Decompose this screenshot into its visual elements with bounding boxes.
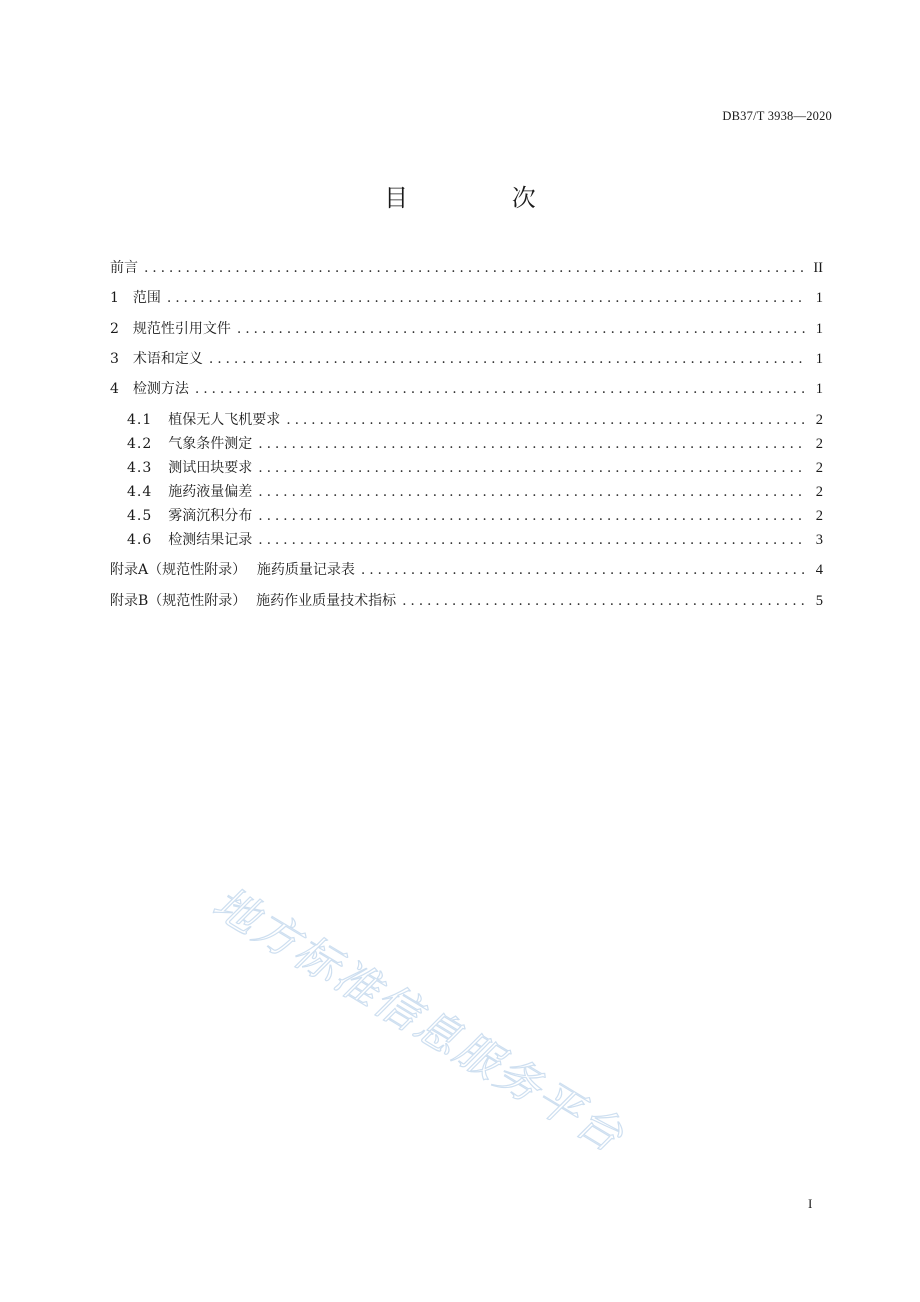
toc-entry-number: 4.3 — [127, 460, 153, 476]
toc-entry-appendix-title: 施药质量记录表 — [256, 562, 355, 578]
toc-entry-number: 4.5 — [127, 508, 153, 524]
toc-entry-number: 2 — [110, 321, 119, 337]
toc-entry-label: 术语和定义 — [132, 351, 203, 367]
toc-entry-page: 2 — [815, 412, 823, 428]
toc-entry-page: 2 — [815, 460, 823, 476]
toc-entry-page: 2 — [815, 508, 823, 524]
toc-entry-label: 附录B（规范性附录） — [110, 593, 247, 609]
toc-entry-label: 前言 — [110, 260, 138, 276]
standard-code: DB37/T 3938—2020 — [722, 109, 832, 123]
toc-entry-page: 1 — [815, 321, 823, 337]
toc-entry-appendix-title: 施药作业质量技术指标 — [256, 593, 397, 609]
toc-entry-label: 范围 — [132, 290, 161, 306]
toc-entry-label: 测试田块要求 — [168, 460, 253, 476]
toc-entry-number: 3 — [110, 351, 119, 367]
watermark-text: 地方标准信息服务平台 — [204, 877, 634, 1164]
toc-entry-number: 4.2 — [127, 436, 153, 452]
toc-entry-label: 规范性引用文件 — [132, 321, 231, 337]
toc-entry-page: 1 — [815, 290, 823, 306]
toc-entry-label: 施药液量偏差 — [168, 484, 253, 500]
toc-entry-page: 1 — [815, 381, 823, 397]
toc-entry-number: 1 — [110, 290, 119, 306]
toc-entry-label: 附录A（规范性附录） — [110, 562, 247, 578]
page-number: I — [808, 1196, 813, 1211]
toc-entry-page: II — [813, 260, 823, 276]
toc-entry-number: 4 — [110, 381, 119, 397]
toc-entry-page: 1 — [815, 351, 823, 367]
toc-entry-label: 雾滴沉积分布 — [168, 508, 253, 524]
toc-entry-page: 4 — [815, 562, 823, 578]
toc-entry-page: 3 — [815, 532, 823, 548]
toc-entry-label: 检测结果记录 — [168, 532, 253, 548]
toc-entry-number: 4.1 — [127, 412, 153, 428]
page-title: 目 次 — [384, 184, 584, 212]
toc-entry-label: 植保无人飞机要求 — [168, 412, 281, 428]
toc-entry-page: 2 — [815, 484, 823, 500]
toc-entry-label: 气象条件测定 — [168, 436, 253, 452]
toc-entry-number: 4.6 — [127, 532, 153, 548]
toc-entry-label: 检测方法 — [132, 381, 189, 397]
toc-entry-page: 5 — [815, 593, 823, 609]
toc-entry-number: 4.4 — [127, 484, 153, 500]
toc-entry-page: 2 — [815, 436, 823, 452]
